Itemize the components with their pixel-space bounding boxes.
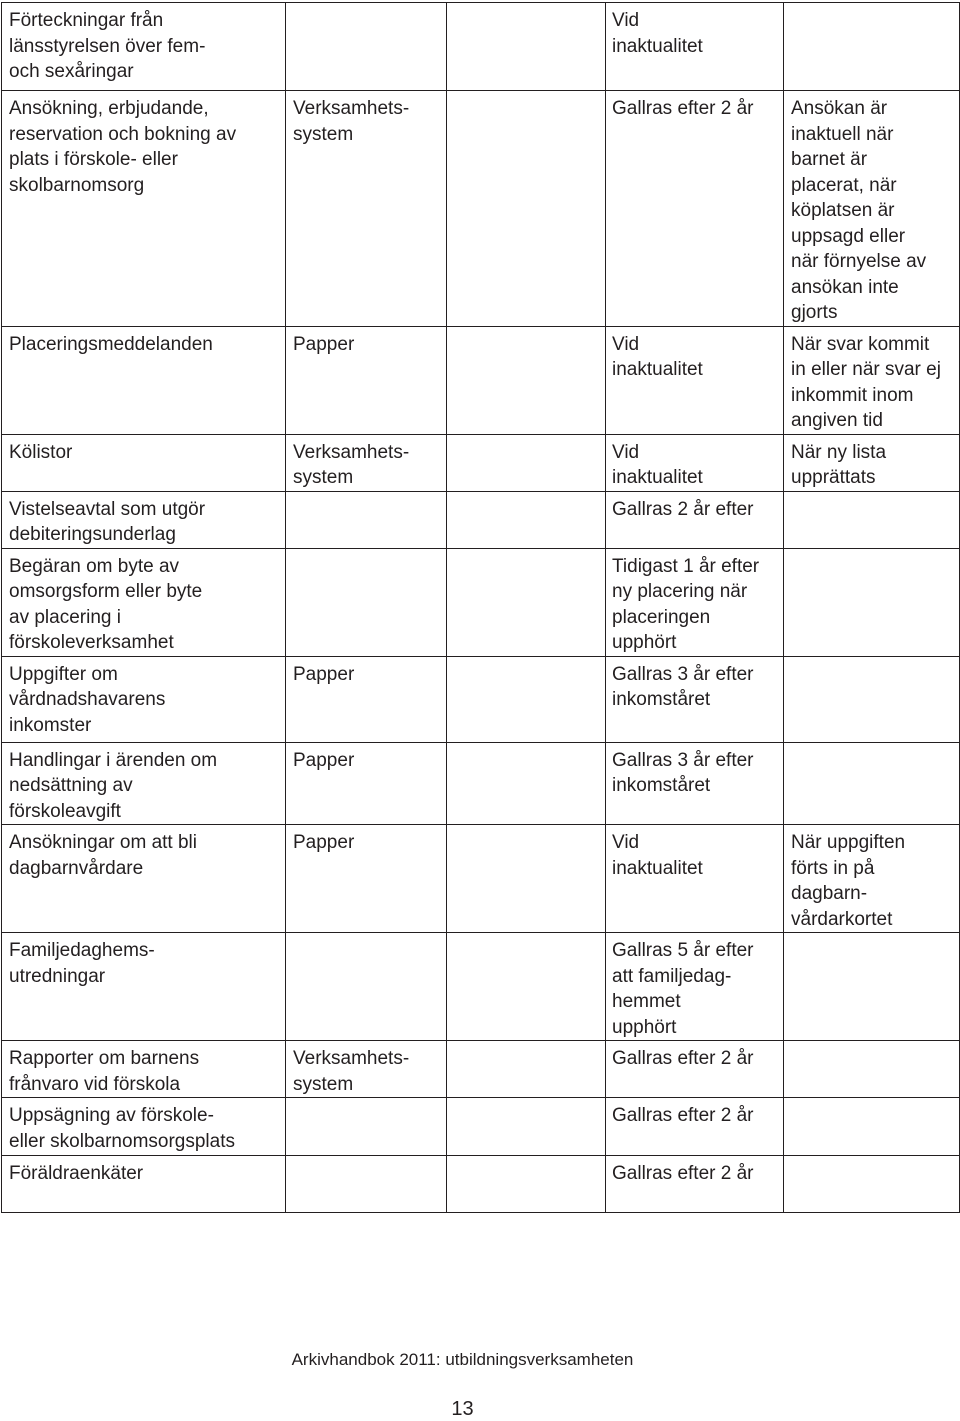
cell-record-type: Vistelseavtal som utgör debiteringsunderlag — [2, 491, 286, 548]
cell-record-type: Familjedaghems- utredningar — [2, 933, 286, 1041]
cell-storage-medium — [286, 491, 447, 548]
cell-retention: Tidigast 1 år efter ny placering när placeringen upphört — [606, 548, 784, 656]
cell-record-type: Ansökningar om att bli dagbarnvårdare — [2, 825, 286, 933]
cell-note: När svar kommit in eller när svar ej inkommit inom angiven tid — [784, 326, 960, 434]
cell-storage-medium: Papper — [286, 742, 447, 825]
cell-record-type: Ansökning, erbjudande, reservation och bokning av plats i förskole- eller skolbarnomsorg — [2, 91, 286, 327]
cell-note — [784, 491, 960, 548]
cell-note — [784, 656, 960, 742]
footer-title: Arkivhandbok 2011: utbildningsverksamheten — [291, 1350, 634, 1369]
cell-record-type: Rapporter om barnens frånvaro vid förskola — [2, 1041, 286, 1098]
cell-empty — [447, 548, 606, 656]
table-row — [2, 1156, 960, 1213]
cell-record-type: Uppsägning av förskole- eller skolbarnomsorgsplats — [2, 1098, 286, 1156]
cell-record-type: Kölistor — [2, 434, 286, 491]
cell-storage-medium — [286, 1098, 447, 1156]
cell-storage-medium: Papper — [286, 326, 447, 434]
cell-empty — [447, 1098, 606, 1156]
cell-record-type: Uppgifter om vårdnadshavarens inkomster — [2, 656, 286, 742]
cell-retention: Gallras 2 år efter — [606, 491, 784, 548]
table-row — [2, 491, 960, 548]
table-row — [2, 656, 960, 742]
cell-storage-medium — [286, 933, 447, 1041]
cell-empty — [447, 491, 606, 548]
cell-retention: Gallras efter 2 år — [606, 91, 784, 327]
cell-retention: Vid inaktualitet — [606, 434, 784, 491]
table-row — [2, 825, 960, 933]
cell-empty — [447, 434, 606, 491]
cell-retention: Vid inaktualitet — [606, 3, 784, 91]
cell-record-type: Handlingar i ärenden om nedsättning av förskoleavgift — [2, 742, 286, 825]
cell-note — [784, 548, 960, 656]
cell-empty — [447, 825, 606, 933]
cell-retention: Gallras efter 2 år — [606, 1156, 784, 1213]
cell-empty — [447, 326, 606, 434]
retention-table-body — [2, 3, 960, 1213]
table-row — [2, 326, 960, 434]
cell-note — [784, 742, 960, 825]
cell-retention: Gallras 3 år efter inkomståret — [606, 656, 784, 742]
cell-note: När uppgiften förts in på dagbarn- vårdarkortet — [784, 825, 960, 933]
cell-storage-medium: Verksamhets- system — [286, 434, 447, 491]
cell-empty — [447, 742, 606, 825]
cell-retention: Vid inaktualitet — [606, 326, 784, 434]
cell-empty — [447, 3, 606, 91]
cell-note: När ny lista upprättats — [784, 434, 960, 491]
cell-retention: Gallras 3 år efter inkomståret — [606, 742, 784, 825]
table-row — [2, 434, 960, 491]
cell-note — [784, 1041, 960, 1098]
cell-storage-medium: Verksamhets- system — [286, 1041, 447, 1098]
cell-empty — [447, 656, 606, 742]
cell-storage-medium — [286, 3, 447, 91]
table-row — [2, 1098, 960, 1156]
table-row — [2, 742, 960, 825]
table-row — [2, 91, 960, 327]
cell-storage-medium — [286, 548, 447, 656]
cell-note — [784, 933, 960, 1041]
cell-storage-medium: Verksamhets- system — [286, 91, 447, 327]
cell-retention: Vid inaktualitet — [606, 825, 784, 933]
cell-storage-medium — [286, 1156, 447, 1213]
table-row — [2, 1041, 960, 1098]
table-row — [2, 3, 960, 91]
cell-record-type: Föräldraenkäter — [2, 1156, 286, 1213]
cell-record-type: Förteckningar från länsstyrelsen över fem- och sexåringar — [2, 3, 286, 91]
cell-record-type: Begäran om byte av omsorgsform eller byte av placering i förskoleverksamhet — [2, 548, 286, 656]
cell-note — [784, 1156, 960, 1213]
cell-note — [784, 1098, 960, 1156]
table-row — [2, 933, 960, 1041]
cell-note — [784, 3, 960, 91]
retention-table — [1, 2, 960, 1213]
cell-note: Ansökan är inaktuell när barnet är placerat, när köplatsen är uppsagd eller när förnyelse av ansökan inte gjorts — [784, 91, 960, 327]
cell-retention: Gallras 5 år efter att familjedag- hemmet upphört — [606, 933, 784, 1041]
page-number: 13 — [451, 1398, 474, 1420]
table-row — [2, 548, 960, 656]
cell-empty — [447, 91, 606, 327]
cell-empty — [447, 933, 606, 1041]
cell-storage-medium: Papper — [286, 825, 447, 933]
cell-empty — [447, 1041, 606, 1098]
cell-empty — [447, 1156, 606, 1213]
cell-retention: Gallras efter 2 år — [606, 1041, 784, 1098]
cell-retention: Gallras efter 2 år — [606, 1098, 784, 1156]
cell-storage-medium: Papper — [286, 656, 447, 742]
cell-record-type: Placeringsmeddelanden — [2, 326, 286, 434]
